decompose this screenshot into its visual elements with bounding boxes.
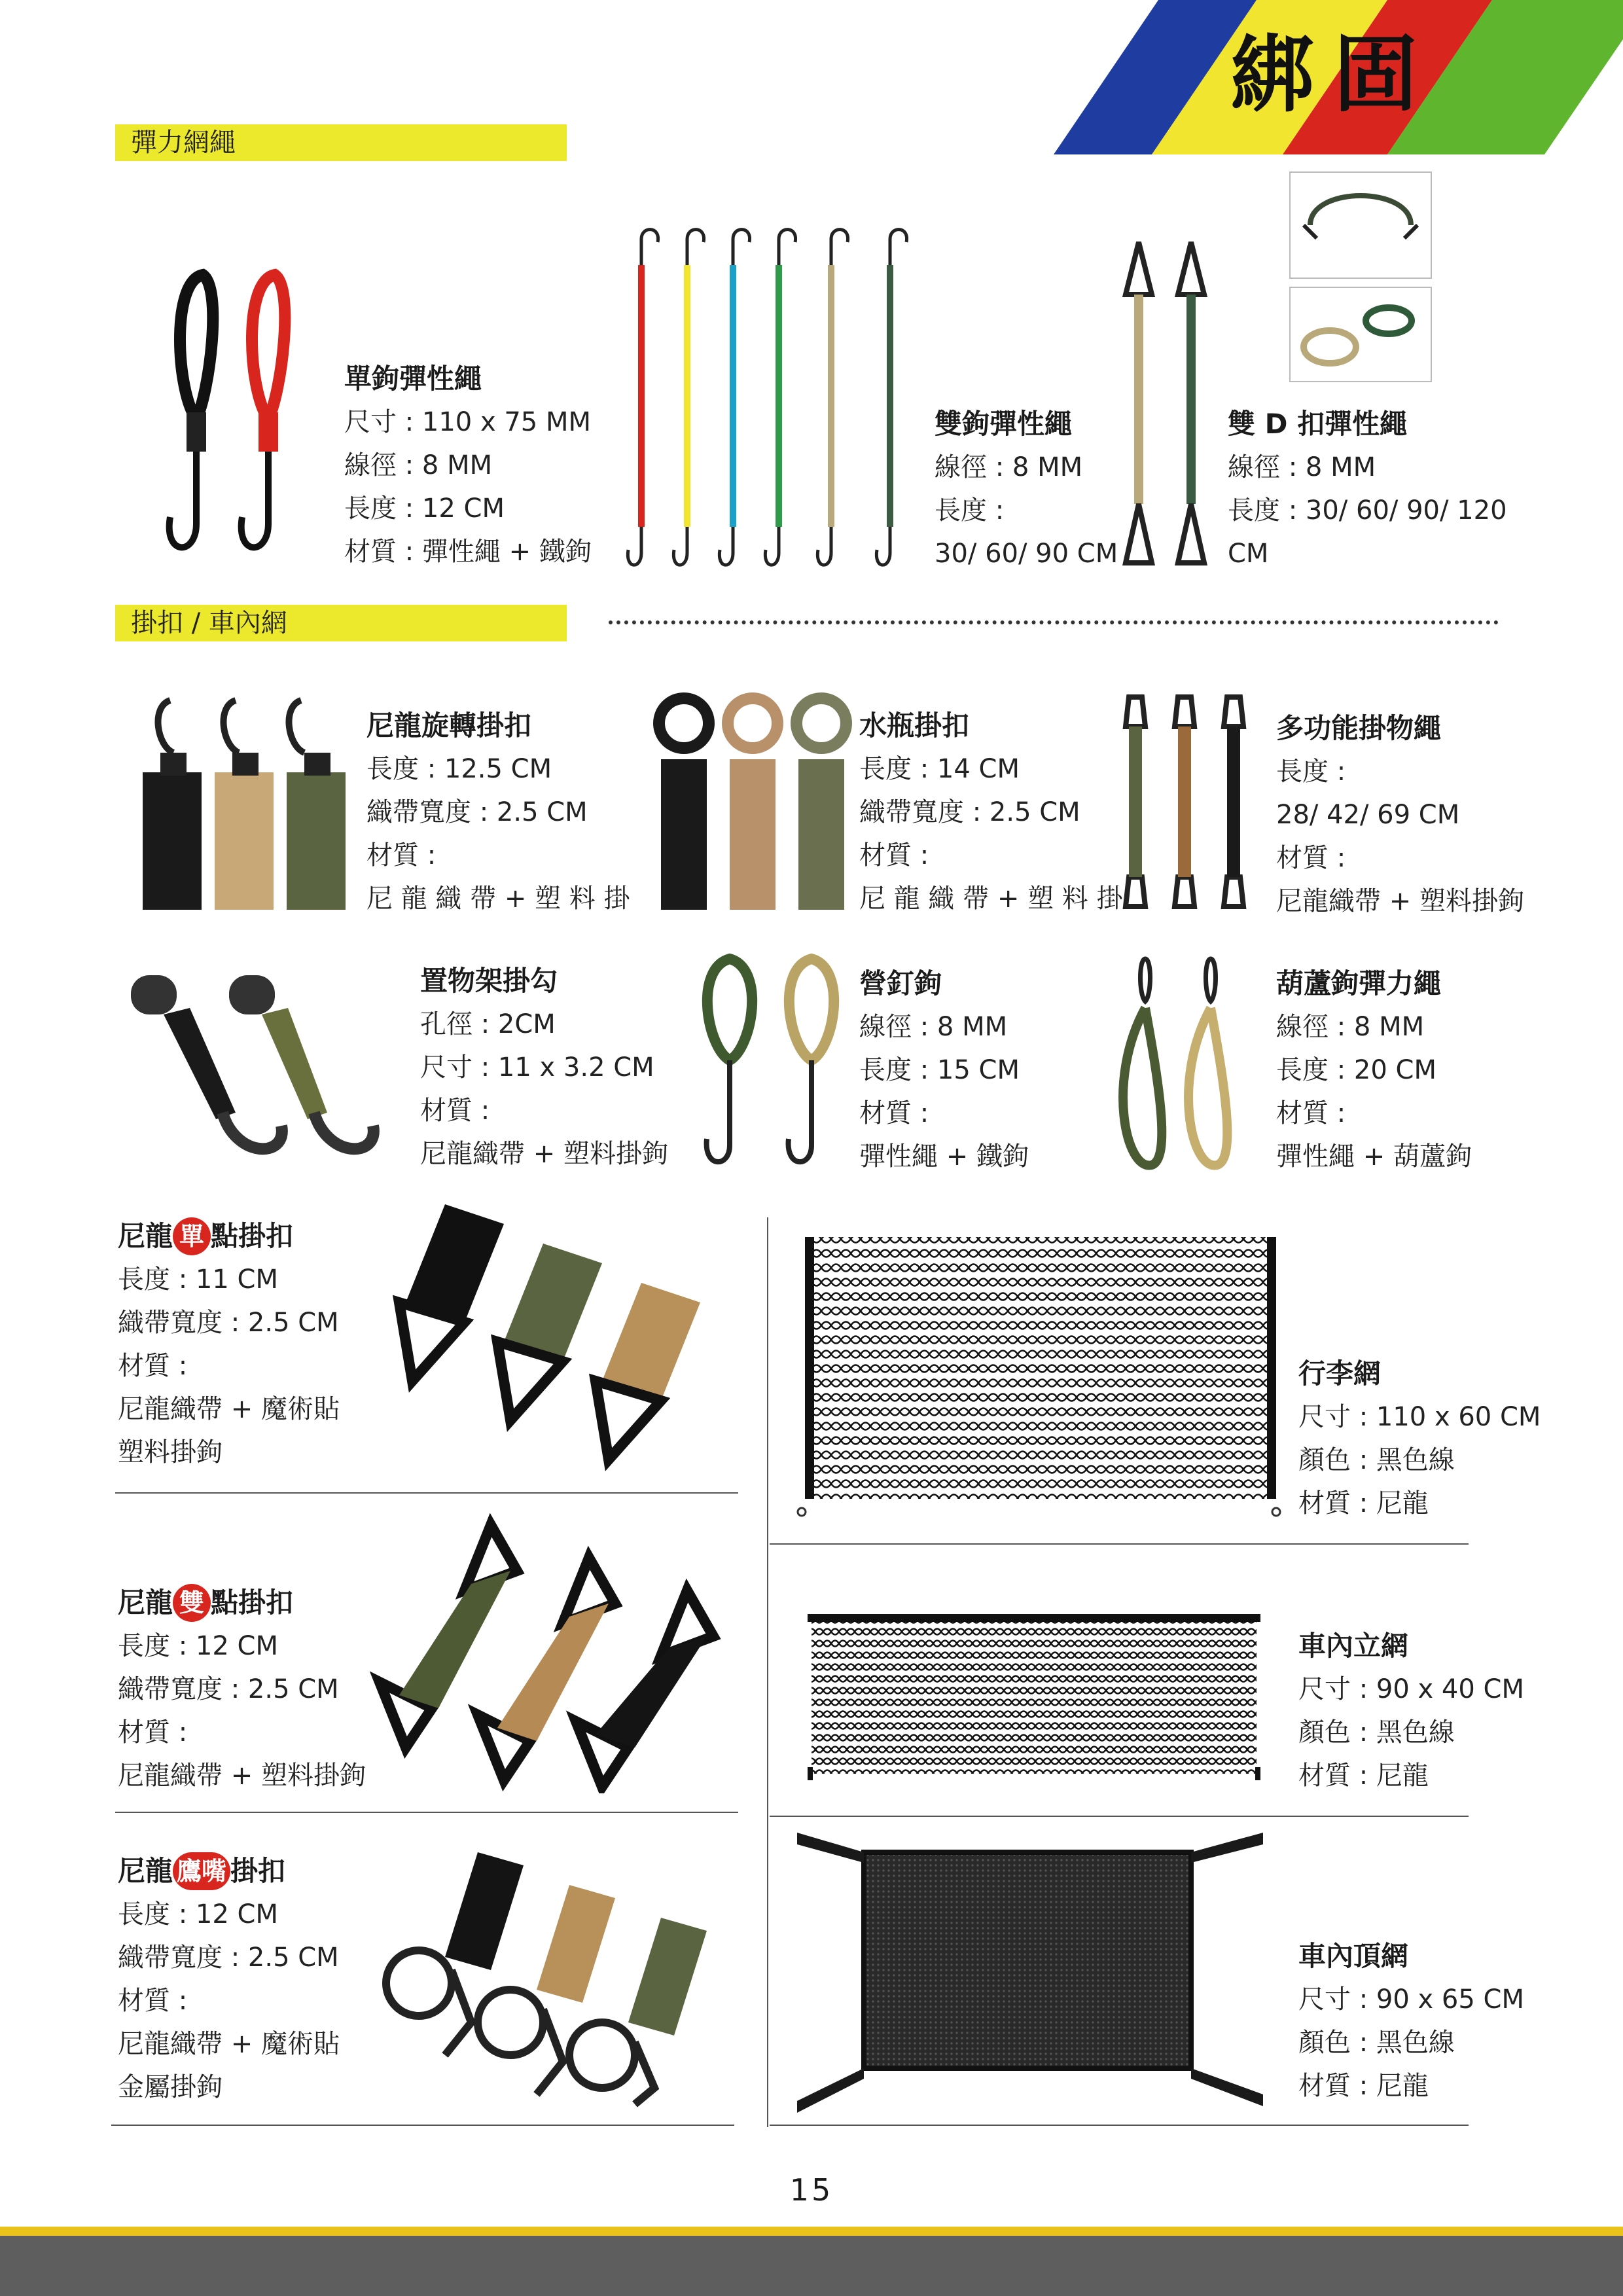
spec-line: 長度 : 20 CM <box>1276 1055 1436 1085</box>
rack-hook-image <box>118 962 419 1178</box>
product-name-single-hook: 單鉤彈性繩 <box>344 363 482 395</box>
spec-line: 尼龍織帶 + 塑料掛鉤 <box>420 1139 668 1169</box>
eagle-beak-buckle-image <box>373 1839 753 2114</box>
divider <box>770 1816 1469 1817</box>
spec-line: CM <box>1228 539 1269 569</box>
spec-line: 線徑 : 8 MM <box>344 450 493 480</box>
spec-line: 長度 : 30/ 60/ 90/ 120 <box>1228 495 1507 526</box>
tent-hook-image <box>687 949 857 1172</box>
spec-line: 材質 : <box>118 1717 188 1748</box>
name-part: 尼龍 <box>118 1855 173 1887</box>
spec-line: 長度 : 12.5 CM <box>366 754 552 784</box>
spec-line: 材質 : <box>859 840 929 870</box>
multi-rope-image <box>1113 687 1263 916</box>
product-name-double-point <box>118 1581 366 1624</box>
section-label-elastic: 彈力網繩 <box>115 124 567 161</box>
spec-line: 金屬掛鉤 <box>118 2072 223 2102</box>
spec-line: 材質 : <box>1276 1098 1346 1128</box>
spec-line: 長度 : 12 CM <box>344 493 505 524</box>
column-divider <box>767 1217 768 2127</box>
spec-line: 材質 : <box>420 1096 490 1126</box>
double-hook-cords-image <box>615 226 942 573</box>
product-name-bottle-clip: 水瓶掛扣 <box>859 709 970 742</box>
product-name-single-point <box>118 1215 340 1258</box>
highlight-badge: 鷹嘴 <box>173 1852 230 1890</box>
spec-line: 織帶寬度 : 2.5 CM <box>118 1674 339 1704</box>
spec-line: 材質 : 尼龍 <box>1298 2071 1429 2101</box>
spec-line: 線徑 : 8 MM <box>1276 1012 1425 1042</box>
spec-line: 尼龍織帶 + 塑料掛鉤 <box>118 1761 366 1791</box>
bottle-clip-image <box>651 687 861 916</box>
spec-line: 材質 : 彈性繩 + 鐵鉤 <box>344 537 592 567</box>
product-name-roof-net: 車內頂網 <box>1298 1940 1409 1972</box>
roof-net-image <box>792 1826 1289 2114</box>
spec-line: 長度 : 11 CM <box>118 1265 278 1295</box>
spec-line: 28/ 42/ 69 CM <box>1276 800 1460 830</box>
product-name-standing-net: 車內立網 <box>1298 1630 1409 1662</box>
spec-line: 顏色 : 黑色線 <box>1298 1717 1455 1748</box>
spec-line: 顏色 : 黑色線 <box>1298 1445 1455 1475</box>
spec-line: 彈性繩 + 鐵鉤 <box>859 1141 1029 1172</box>
product-name-luggage-net: 行李網 <box>1298 1357 1382 1390</box>
footer-gray-band <box>0 2236 1623 2296</box>
spec-line: 材質 : 尼龍 <box>1298 1488 1429 1518</box>
spec-line: 長度 : <box>935 495 1005 526</box>
spec-line: 材質 : <box>118 1986 188 2016</box>
spec-line: 線徑 : 8 MM <box>935 452 1083 482</box>
spec-line: 材質 : <box>859 1098 929 1128</box>
spec-line: 材質 : 尼龍 <box>1298 1761 1429 1791</box>
divider <box>770 1543 1469 1545</box>
page-number: 15 <box>789 2172 834 2208</box>
spec-line: 顏色 : 黑色線 <box>1298 2028 1455 2058</box>
spec-line: 30/ 60/ 90 CM <box>935 539 1118 569</box>
spec-line: 材質 : <box>1276 843 1346 873</box>
spec-line: 織帶寬度 : 2.5 CM <box>859 797 1080 827</box>
name-part: 掛扣 <box>230 1855 286 1887</box>
highlight-badge: 雙 <box>173 1584 211 1622</box>
double-d-thumbnail-bottom <box>1289 287 1432 382</box>
product-name-multi-rope: 多功能掛物繩 <box>1276 712 1442 744</box>
category-title: 綁固 <box>1230 26 1438 124</box>
spec-line: 織帶寬度 : 2.5 CM <box>366 797 588 827</box>
spec-line: 長度 : 12 CM <box>118 1899 278 1929</box>
spec-line: 長度 : 12 CM <box>118 1631 278 1661</box>
highlight-badge: 單 <box>173 1217 211 1255</box>
single-hook-cord-image <box>151 262 347 569</box>
spec-line: 尺寸 : 110 x 60 CM <box>1298 1402 1541 1432</box>
spec-line: 彈性繩 + 葫蘆鉤 <box>1276 1141 1472 1172</box>
product-name-eagle-beak <box>118 1850 340 1893</box>
spec-line: 尺寸 : 110 x 75 MM <box>344 407 591 437</box>
section-label-buckles: 掛扣 / 車內網 <box>115 605 567 641</box>
luggage-net-image <box>792 1217 1289 1518</box>
spec-line: 長度 : 15 CM <box>859 1055 1020 1085</box>
name-part: 尼龍 <box>118 1587 173 1619</box>
spec-line: 孔徑 : 2CM <box>420 1009 556 1039</box>
spec-line: 尺寸 : 90 x 40 CM <box>1298 1674 1524 1704</box>
double-point-buckle-image <box>366 1512 753 1793</box>
product-name-gourd-hook: 葫蘆鉤彈力繩 <box>1276 967 1442 999</box>
product-name-tent-hook: 營釘鉤 <box>859 967 942 999</box>
footer-yellow-band <box>0 2227 1623 2236</box>
gourd-hook-image <box>1113 949 1243 1178</box>
divider <box>770 2125 1469 2126</box>
spec-line: 線徑 : 8 MM <box>1228 452 1376 482</box>
double-d-thumbnail-top <box>1289 171 1432 279</box>
dotted-divider <box>609 620 1499 624</box>
product-name-rack-hook: 置物架掛勾 <box>420 965 558 997</box>
spec-line: 材質 : <box>366 840 437 870</box>
spec-line: 織帶寬度 : 2.5 CM <box>118 1943 339 1973</box>
spec-line: 塑料掛鉤 <box>118 1437 223 1467</box>
spec-line: 材質 : <box>118 1351 188 1381</box>
spec-line: 線徑 : 8 MM <box>859 1012 1008 1042</box>
product-name-nylon-swivel: 尼龍旋轉掛扣 <box>366 709 532 742</box>
standing-net-image <box>792 1590 1276 1800</box>
spec-line: 尺寸 : 11 x 3.2 CM <box>420 1052 654 1083</box>
product-name-double-hook: 雙鉤彈性繩 <box>935 408 1073 440</box>
divider <box>111 2125 734 2126</box>
spec-line: 尼龍織帶 + 魔術貼 <box>118 1394 340 1424</box>
name-part: 點掛扣 <box>211 1220 294 1252</box>
spec-line: 尼 龍 織 帶 + 塑 料 掛 <box>366 884 630 914</box>
spec-line: 尼龍織帶 + 魔術貼 <box>118 2029 340 2059</box>
spec-line: 長度 : <box>1276 757 1346 787</box>
spec-line: 尼龍織帶 + 塑料掛鉤 <box>1276 886 1524 916</box>
nylon-swivel-clip-image <box>137 687 360 916</box>
name-part: 尼龍 <box>118 1220 173 1252</box>
name-part: 點掛扣 <box>211 1587 294 1619</box>
double-d-cord-image <box>1113 229 1217 569</box>
spec-line: 織帶寬度 : 2.5 CM <box>118 1308 339 1338</box>
spec-line: 長度 : 14 CM <box>859 754 1020 784</box>
spec-line: 尺寸 : 90 x 65 CM <box>1298 1984 1524 2015</box>
single-point-buckle-image <box>373 1191 753 1473</box>
divider <box>115 1492 738 1494</box>
spec-line: 尼 龍 織 帶 + 塑 料 掛 <box>859 884 1123 914</box>
product-name-double-d: 雙 D 扣彈性繩 <box>1228 408 1408 440</box>
divider <box>115 1812 738 1813</box>
